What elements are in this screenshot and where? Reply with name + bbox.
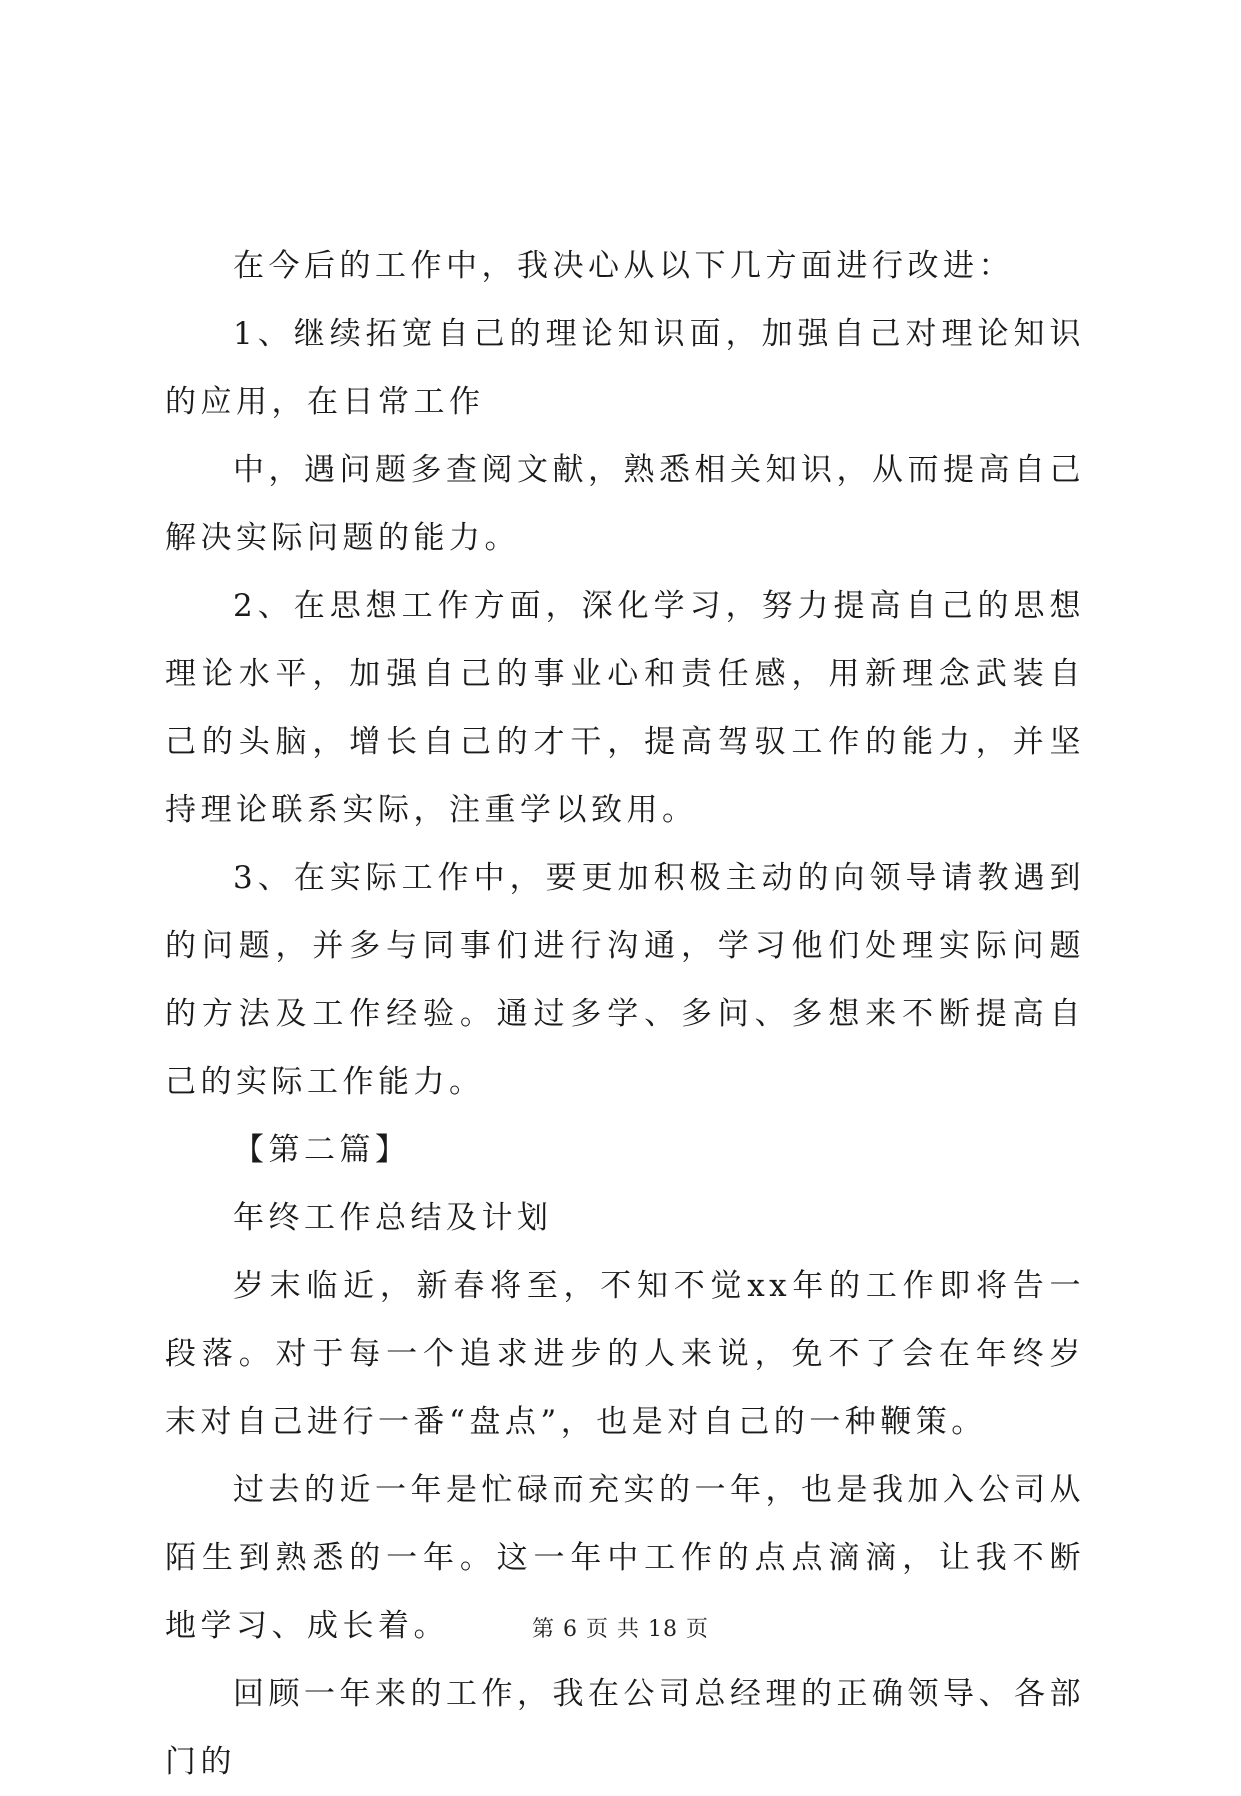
- paragraph-year-end: 岁末临近，新春将至，不知不觉xx年的工作即将告一段落。对于每一个追求进步的人来说，免不了会在年终岁末对自己进行一番“盘点”，也是对自己的一种鞭策。: [165, 1268, 1085, 1440]
- paragraph-item-3: 3、在实际工作中，要更加积极主动的向领导请教遇到的问题，并多与同事们进行沟通，学习他们处理实际问题的方法及工作经验。通过多学、多问、多想来不断提高自己的实际工作能力。: [165, 860, 1085, 1100]
- paragraph-item-2: 2、在思想工作方面，深化学习，努力提高自己的思想理论水平，加强自己的事业心和责任感，用新理念武装自己的头脑，增长自己的才干，提高驾驭工作的能力，并坚持理论联系实际，注重学以致用。: [165, 588, 1085, 828]
- section-title: 年终工作总结及计划: [233, 1200, 553, 1236]
- section-heading: 【第二篇】: [233, 1132, 411, 1168]
- page-number-footer: 第 6 页 共 18 页: [532, 1617, 709, 1642]
- paragraph-past-year: 过去的近一年是忙碌而充实的一年，也是我加入公司从陌生到熟悉的一年。这一年中工作的点点滴滴，让我不断地学习、成长着。: [165, 1472, 1085, 1644]
- paragraph-improvement-intro: 在今后的工作中，我决心从以下几方面进行改进：: [233, 248, 1014, 284]
- body-text: [165, 232, 1085, 1796]
- paragraph-review: 回顾一年来的工作，我在公司总经理的正确领导、各部门的: [165, 1676, 1085, 1780]
- paragraph-item-1-continued: 中，遇问题多查阅文献，熟悉相关知识，从而提高自己解决实际问题的能力。: [165, 452, 1085, 556]
- paragraph-item-1: 1、继续拓宽自己的理论知识面，加强自己对理论知识的应用，在日常工作: [165, 316, 1085, 420]
